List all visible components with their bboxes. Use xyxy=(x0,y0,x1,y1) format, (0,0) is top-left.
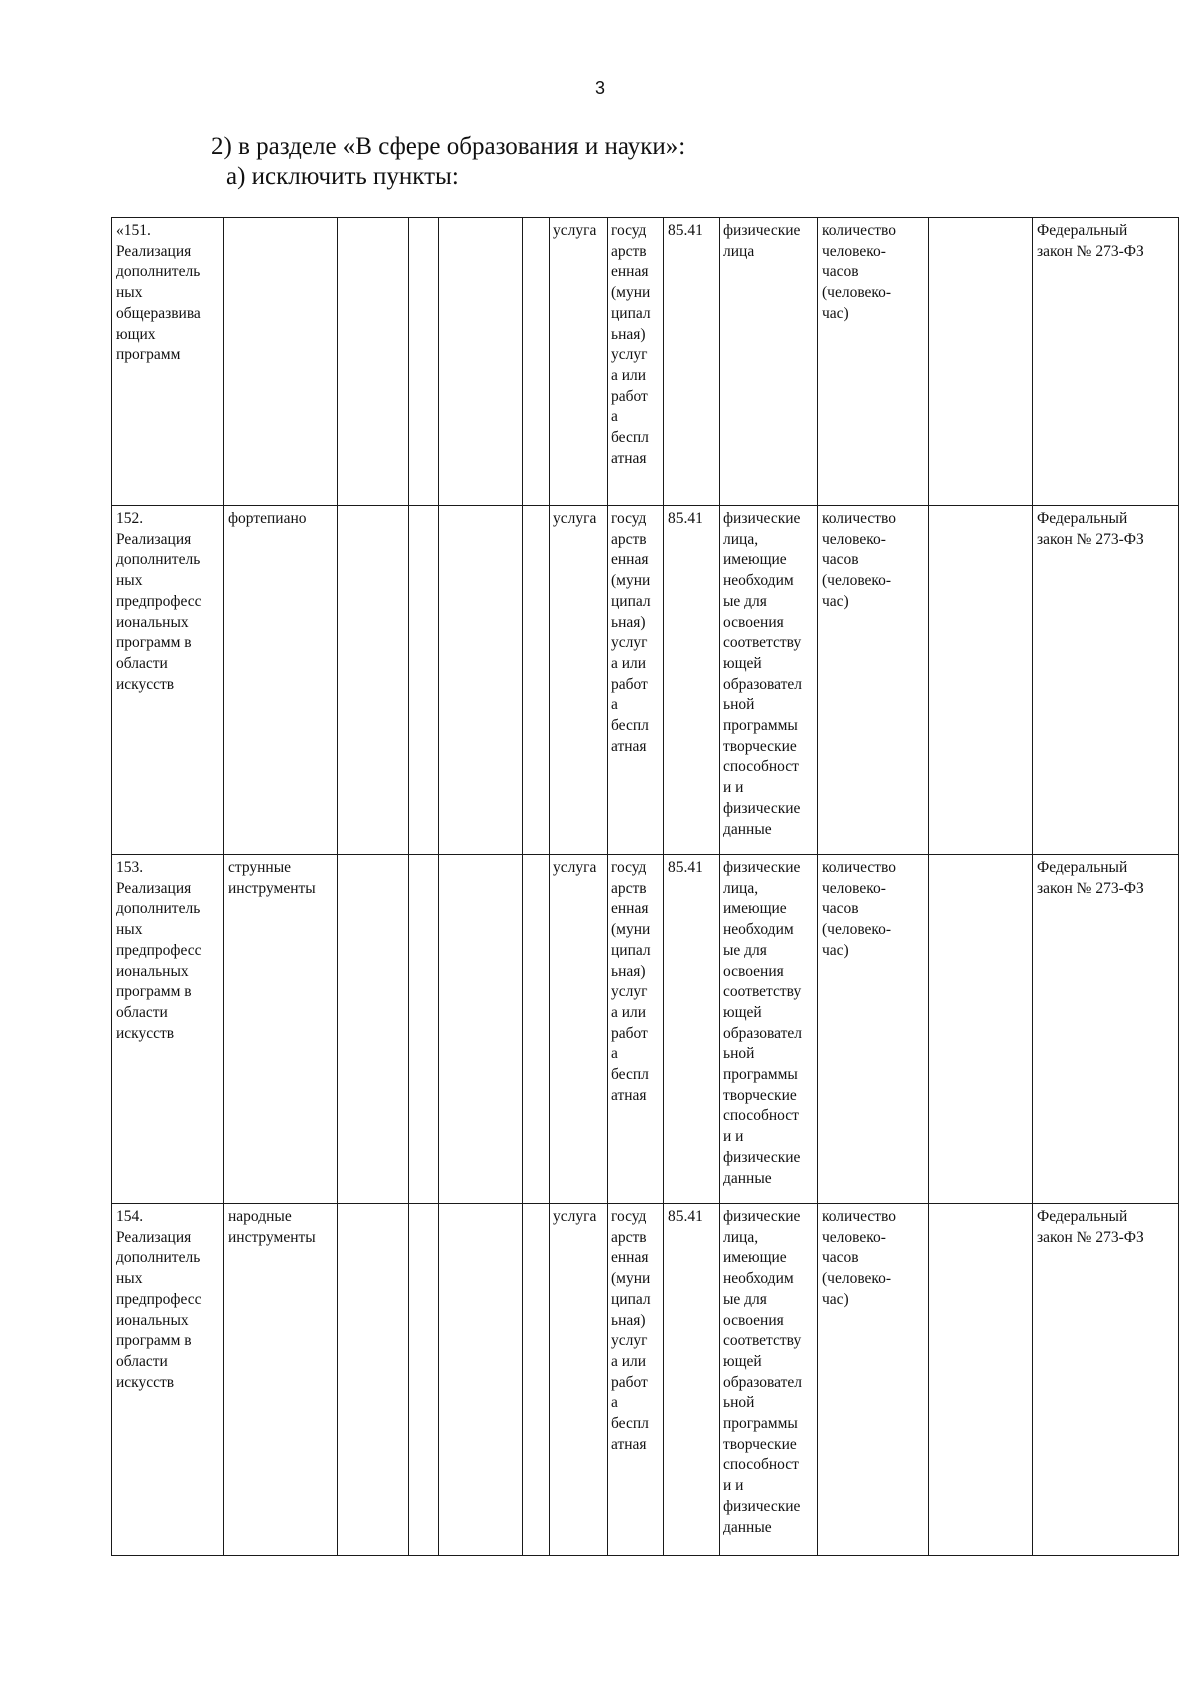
table-row xyxy=(112,1204,1179,1556)
service-status-cell: госуд арств енная (муни ципал ьная) услуг а или работ а беспл атная xyxy=(608,855,664,1204)
empty-cell xyxy=(523,1204,550,1556)
service-kind-cell: услуга xyxy=(550,218,608,506)
service-kind-cell: услуга xyxy=(550,506,608,855)
okved-code-cell: 85.41 xyxy=(664,855,720,1204)
legal-basis-cell: Федеральный закон № 273-ФЗ xyxy=(1033,855,1179,1204)
empty-cell xyxy=(929,218,1033,506)
empty-cell xyxy=(338,218,409,506)
empty-cell xyxy=(409,855,439,1204)
service-content-cell: фортепиано xyxy=(224,506,338,855)
empty-cell xyxy=(929,506,1033,855)
page-number: 3 xyxy=(594,78,605,98)
service-content-cell: струнные инструменты xyxy=(224,855,338,1204)
volume-unit-cell: количество человеко- часов (человеко- час) xyxy=(818,218,929,506)
table-row xyxy=(112,506,1179,855)
empty-cell xyxy=(409,1204,439,1556)
legal-basis-cell: Федеральный закон № 273-ФЗ xyxy=(1033,218,1179,506)
empty-cell xyxy=(439,855,523,1204)
empty-cell xyxy=(439,506,523,855)
empty-cell xyxy=(338,506,409,855)
empty-cell xyxy=(338,855,409,1204)
section-intro xyxy=(211,132,685,192)
service-status-cell: госуд арств енная (муни ципал ьная) услуг а или работ а беспл атная xyxy=(608,1204,664,1556)
volume-unit-cell: количество человеко- часов (человеко- час) xyxy=(818,506,929,855)
service-name-cell: 154. Реализация дополнитель ных предпрофесс иональных программ в области искусств xyxy=(112,1204,224,1556)
service-content-cell xyxy=(224,218,338,506)
legal-basis-cell: Федеральный закон № 273-ФЗ xyxy=(1033,1204,1179,1556)
service-kind-cell: услуга xyxy=(550,1204,608,1556)
consumers-cell: физические лица xyxy=(720,218,818,506)
okved-code-cell: 85.41 xyxy=(664,1204,720,1556)
intro-line-exclude: а) исключить пункты: xyxy=(226,163,459,190)
table-row xyxy=(112,855,1179,1204)
consumers-cell: физические лица, имеющие необходим ые для освоения соответству ющей образовател ьной программы творческие способност и и физические данные xyxy=(720,1204,818,1556)
empty-cell xyxy=(929,1204,1033,1556)
service-status-cell: госуд арств енная (муни ципал ьная) услуг а или работ а беспл атная xyxy=(608,506,664,855)
service-status-cell: госуд арств енная (муни ципал ьная) услуг а или работ а беспл атная xyxy=(608,218,664,506)
empty-cell xyxy=(409,506,439,855)
empty-cell xyxy=(523,855,550,1204)
intro-line-section: 2) в разделе «В сфере образования и науки»: xyxy=(211,133,686,160)
table-row xyxy=(112,218,1179,506)
empty-cell xyxy=(929,855,1033,1204)
service-content-cell: народные инструменты xyxy=(224,1204,338,1556)
service-name-cell: 152. Реализация дополнитель ных предпрофесс иональных программ в области искусств xyxy=(112,506,224,855)
volume-unit-cell: количество человеко- часов (человеко- час) xyxy=(818,1204,929,1556)
okved-code-cell: 85.41 xyxy=(664,218,720,506)
service-kind-cell: услуга xyxy=(550,855,608,1204)
service-name-cell: «151. Реализация дополнитель ных общеразвива ющих программ xyxy=(112,218,224,506)
consumers-cell: физические лица, имеющие необходим ые для освоения соответству ющей образовател ьной программы творческие способност и и физические данные xyxy=(720,506,818,855)
empty-cell xyxy=(523,506,550,855)
empty-cell xyxy=(338,1204,409,1556)
empty-cell xyxy=(523,218,550,506)
okved-code-cell: 85.41 xyxy=(664,506,720,855)
services-table xyxy=(111,217,1179,1556)
volume-unit-cell: количество человеко- часов (человеко- час) xyxy=(818,855,929,1204)
service-name-cell: 153. Реализация дополнитель ных предпрофесс иональных программ в области искусств xyxy=(112,855,224,1204)
consumers-cell: физические лица, имеющие необходим ые для освоения соответству ющей образовател ьной программы творческие способност и и физические данные xyxy=(720,855,818,1204)
empty-cell xyxy=(409,218,439,506)
empty-cell xyxy=(439,218,523,506)
empty-cell xyxy=(439,1204,523,1556)
legal-basis-cell: Федеральный закон № 273-ФЗ xyxy=(1033,506,1179,855)
